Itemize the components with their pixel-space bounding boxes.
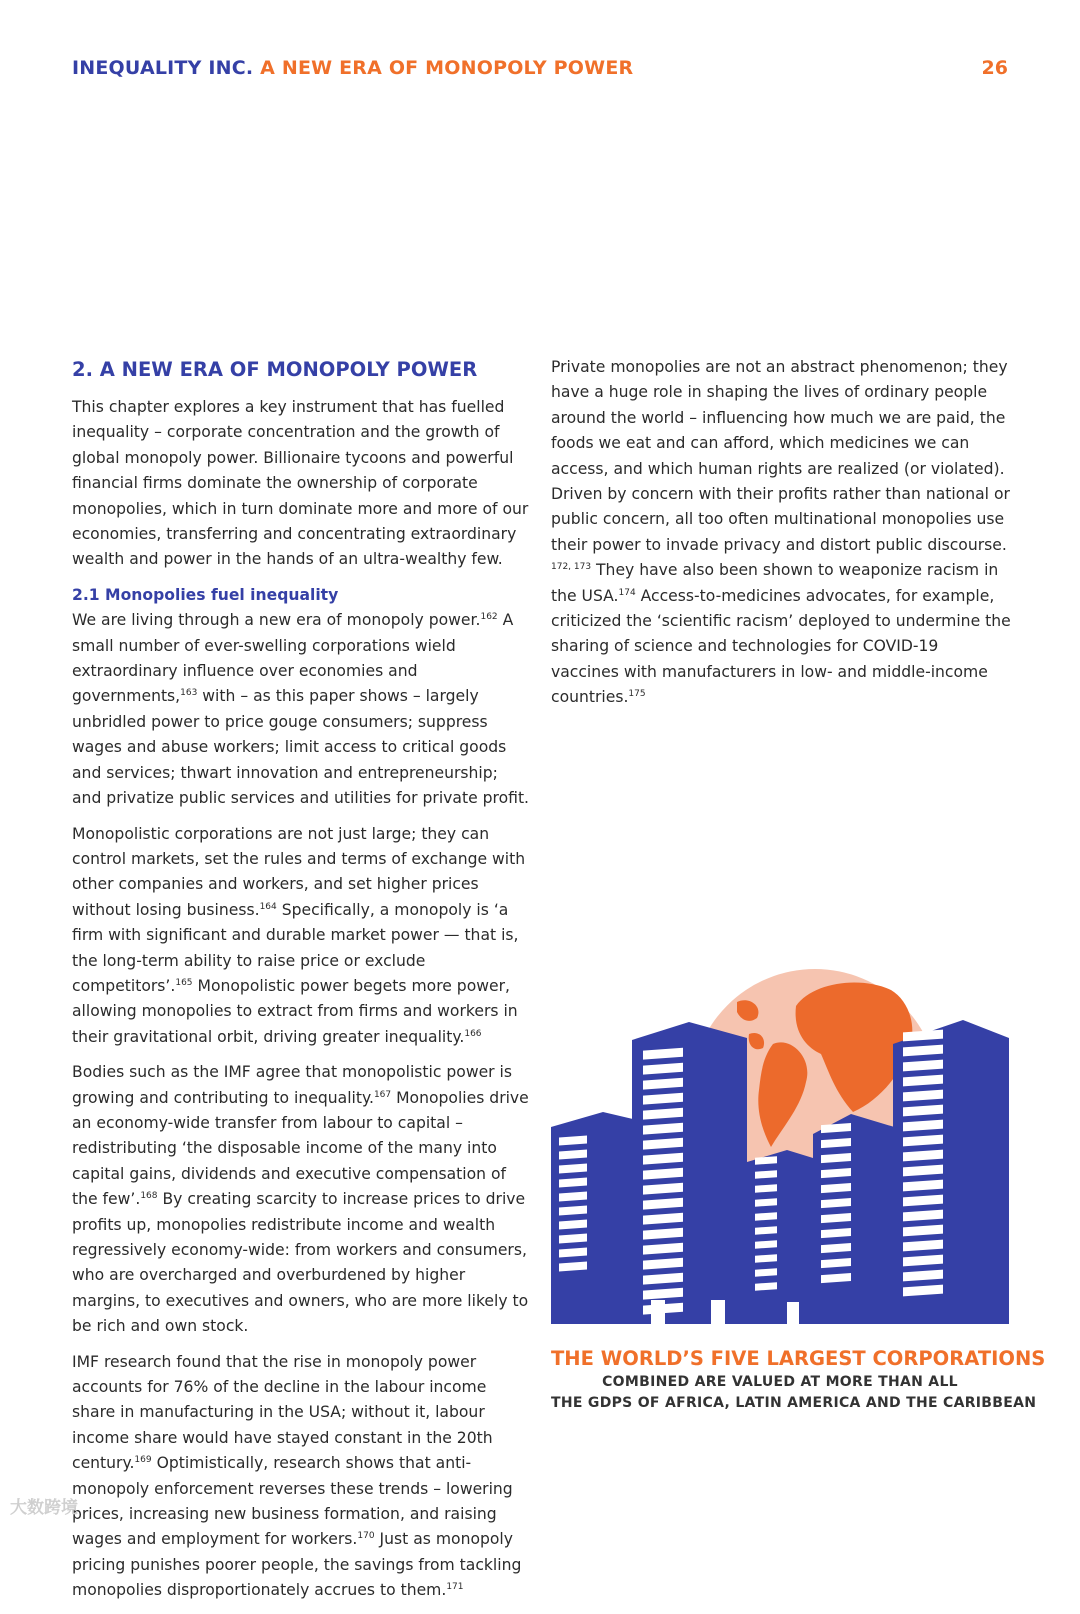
footnote-ref[interactable]: 172, 173 [551,562,592,573]
intro-paragraph: This chapter explores a key instrument that has fuelled inequality – corporate concentration and the growth of global monopoly power. Billionaire tycoons and powerful financial firms dominate the ownership of corporate monopolies, which in turn dominate more and more of our economies, transferring and concentrating extraordinary wealth and power in the hands of an ultra-wealthy few. [72,398,529,569]
section-heading: 2. A NEW ERA OF MONOPOLY POWER [72,358,478,381]
running-title-publication: INEQUALITY INC. [72,57,254,79]
paragraph-5: Private monopolies are not an abstract phenomenon; they have a huge role in shaping the lives of ordinary people around the world – influencing how much we are paid, the foods we eat and can afford, which medicines we can access, and which human rights are realized (or violated). Driven by concern with their profits rather than national or public concern, all too often multinational monopolies use their power to invade privacy and distort public discourse. $^{172, 173}$ They have also been shown to weaponize racism in the USA.$^{174}$ Access-to-medicines advocates, for example, criticized the ‘scientific racism’ deployed to undermine the sharing of science and technologies for COVID-19 vaccines with manufacturers in low- and middle-income countries.$^{175}$ [551,358,1011,707]
paragraph-4: IMF research found that the rise in monopoly power accounts for 76% of the decline in the labour income share in manufacturing in the USA; without it, labour income share would have stayed constant in the 20th century.$^{169}$ Optimistically, research shows that anti-monopoly enforcement reverses these trends – lowering prices, increasing new business formation, and raising wages and employment for workers.$^{170}$ Just as monopoly pricing punishes poorer people, the savings from tackling monopolies disproportionately accrues to them.$^{171}$ [72,1352,522,1600]
running-title [72,57,633,79]
paragraph-2: Monopolistic corporations are not just large; they can control markets, set the rules and terms of exchange with other companies and workers, and set higher prices without losing business.$^{164}$ Specifically, a monopoly is ‘a firm with significant and durable market power — that is, the long-term ability to raise price or exclude competitors’.$^{165}$ Monopolistic power begets more power, allowing monopolies to extract from firms and workers in their gravitational orbit, driving greater inequality.$^{166}$ [72,824,526,1046]
footnote-ref[interactable]: 164 [259,901,277,912]
footnote-ref[interactable]: 175 [628,689,646,700]
page-header [72,57,1008,85]
running-title-chapter: A NEW ERA OF MONOPOLY POWER [260,57,634,79]
paragraph-1: We are living through a new era of monopoly power.$^{162}$ A small number of ever-swelling corporations wield extraordinary influence over economies and governments,$^{163}$ with – as this paper shows – largely unbridled power to price gouge consumers; suppress wages and abuse workers; limit access to critical goods and services; thwart innovation and entrepreneurship; and privatize public services and utilities for private profit. [72,611,530,808]
footnote-ref[interactable]: 171 [446,1582,464,1593]
callout-caption [551,1346,1046,1414]
footnote-ref[interactable]: 168 [140,1191,158,1202]
footnote-ref[interactable]: 170 [357,1531,375,1542]
globe-skyscrapers-illustration [551,962,1009,1324]
subsection-heading: 2.1 Monopolies fuel inequality [72,585,339,604]
footnote-ref[interactable]: 166 [464,1028,482,1039]
callout-line-1: COMBINED ARE VALUED AT MORE THAN ALL [602,1374,958,1390]
footnote-ref[interactable]: 162 [480,612,498,623]
right-column [551,355,1011,721]
paragraph-3: Bodies such as the IMF agree that monopolistic power is growing and contributing to inequality.$^{167}$ Monopolies drive an economy-wide transfer from labour to capital – redistributing ‘the disposable income of the many into capital gains, dividends and executive compensation of the few’.$^{168}$ By creating scarcity to increase prices to drive profits up, monopolies redistribute income and wealth regressively economy-wide: from workers and consumers, who are overcharged and overburdened by higher margins, to executives and owners, who are more likely to be rich and own stock. [72,1063,529,1336]
page-number: 26 [981,57,1008,79]
footnote-ref[interactable]: 174 [618,587,636,598]
footnote-ref[interactable]: 163 [180,688,198,699]
callout-line-2: THE GDPS OF AFRICA, LATIN AMERICA AND THE CARIBBEAN [551,1395,1037,1411]
watermark: 大数跨境 [10,1498,78,1518]
left-column [72,356,530,1614]
footnote-ref[interactable]: 167 [373,1089,392,1100]
footnote-ref[interactable]: 169 [134,1455,152,1466]
callout-headline: THE WORLD’S FIVE LARGEST CORPORATIONS [551,1347,1046,1370]
footnote-ref[interactable]: 165 [175,977,193,988]
